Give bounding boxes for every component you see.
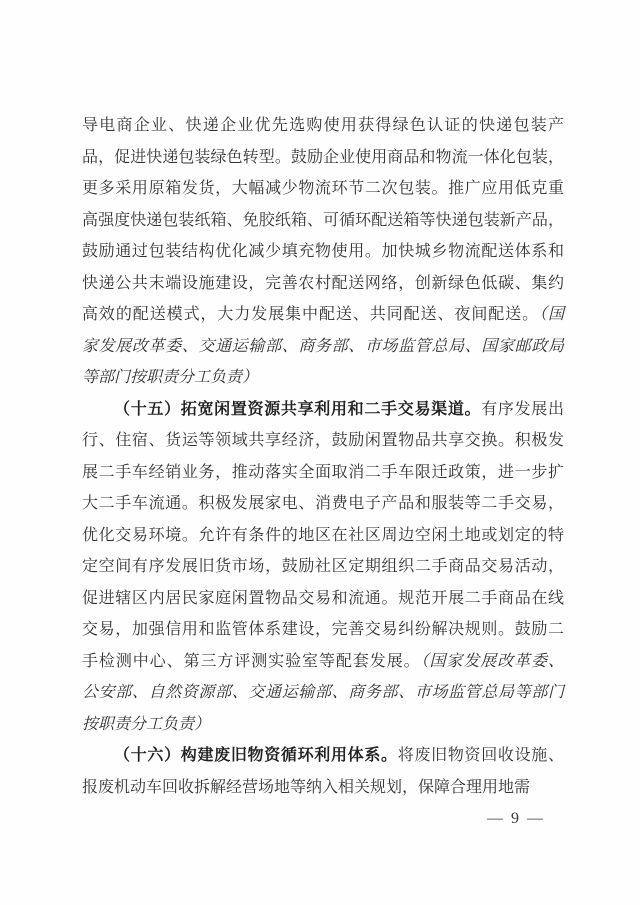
- text-line: [82, 173, 564, 205]
- text-segment-normal: 手检测中心、第三方评测实验室等配套发展。: [82, 652, 421, 670]
- text-segment-normal: 报废机动车回收拆解经营场地等纳入相关规划，保障合理用地需: [82, 778, 531, 796]
- text-segment-normal: 高效的配送模式，大力发展集中配送、共同配送、夜间配送。: [82, 306, 540, 323]
- text-line: [82, 551, 564, 583]
- text-segment-bold: （十五）拓宽闲置资源共享利用和二手交易渠道。: [114, 400, 482, 418]
- text-line: [82, 772, 564, 804]
- text-block: [82, 110, 564, 803]
- text-segment-kai: 家发展改革委、交通运输部、商务部、市场监管总局、国家邮政局: [82, 337, 564, 355]
- text-line: [82, 142, 564, 174]
- text-line: [82, 394, 564, 426]
- text-line: [82, 740, 564, 772]
- text-segment-normal: 将废旧物资回收设施、: [397, 747, 564, 764]
- text-segment-normal: 更多采用原箱发货，大幅减少物流环节二次包装。推广应用低克重: [82, 180, 564, 197]
- text-segment-normal: 导电商企业、快递企业优先选购使用获得绿色认证的快递包装产: [82, 117, 564, 134]
- text-segment-normal: 品，促进快递包装绿色转型。鼓励企业使用商品和物流一体化包装，: [82, 148, 564, 166]
- text-line: [82, 709, 564, 741]
- text-segment-kai: 等部门按职责分工负责）: [82, 369, 259, 386]
- text-line: [82, 268, 564, 300]
- text-line: [82, 614, 564, 646]
- text-line: [82, 425, 564, 457]
- text-segment-normal: 快递公共末端设施建设，完善农村配送网络，创新绿色低碳、集约: [82, 274, 564, 292]
- text-segment-normal: 鼓励通过包装结构优化减少填充物使用。加快城乡物流配送体系和: [82, 243, 564, 260]
- text-segment-normal: 定空间有序发展旧货市场，鼓励社区定期组织二手商品交易活动，: [82, 558, 564, 575]
- text-segment-kai: 按职责分工负责）: [82, 715, 211, 733]
- text-line: [82, 457, 564, 489]
- text-line: [82, 583, 564, 615]
- text-segment-normal: 展二手车经销业务，推动落实全面取消二手车限迁政策，进一步扩: [82, 463, 564, 481]
- text-line: [82, 520, 564, 552]
- text-segment-bold: （十六）构建废旧物资循环利用体系。: [114, 747, 398, 764]
- text-line: [82, 205, 564, 237]
- text-segment-kai: （国: [539, 306, 564, 323]
- text-segment-kai: （国家发展改革委、: [420, 652, 564, 670]
- text-line: [82, 362, 564, 394]
- text-segment-normal: 优化交易环境。允许有条件的地区在社区周边空闲土地或划定的特: [82, 526, 564, 544]
- text-line: [82, 646, 564, 678]
- text-segment-normal: 行、住宿、货运等领域共享经济，鼓励闲置物品共享交换。积极发: [82, 432, 564, 449]
- text-line: [82, 299, 564, 331]
- text-segment-normal: 大二手车流通。积极发展家电、消费电子产品和服装等二手交易，: [82, 495, 564, 512]
- page-number: — 9 —: [487, 810, 545, 827]
- text-segment-normal: 有序发展出: [481, 400, 564, 418]
- text-line: [82, 677, 564, 709]
- text-segment-kai: 公安部、自然资源部、交通运输部、商务部、市场监管总局等部门: [82, 684, 564, 701]
- text-segment-normal: 交易，加强信用和监管体系建设，完善交易纠纷解决规则。鼓励二: [82, 621, 564, 638]
- text-line: [82, 331, 564, 363]
- text-line: [82, 236, 564, 268]
- text-line: [82, 110, 564, 142]
- text-line: [82, 488, 564, 520]
- text-segment-normal: 高强度快递包装纸箱、免胶纸箱、可循环配送箱等快递包装新产品，: [82, 211, 564, 229]
- text-segment-normal: 促进辖区内居民家庭闲置物品交易和流通。规范开展二手商品在线: [82, 589, 564, 607]
